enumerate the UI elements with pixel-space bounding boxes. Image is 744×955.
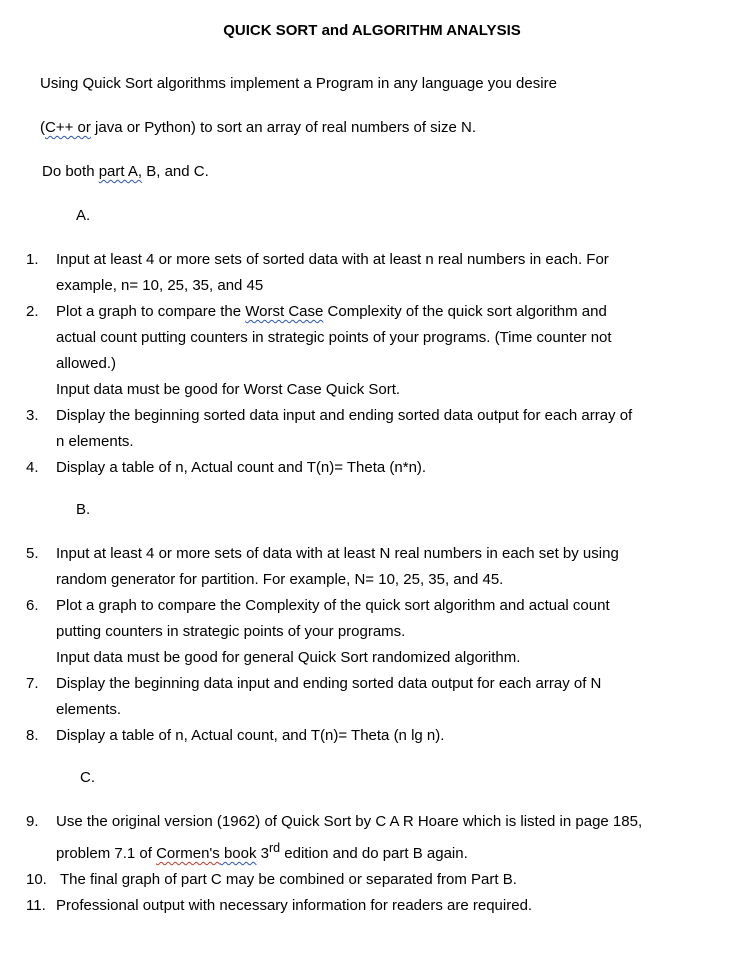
intro-line-2-prefix: ( <box>40 119 45 136</box>
section-a-heading: A. <box>76 207 91 224</box>
item-2-line-4: Input data must be good for Worst Case Quick Sort. <box>56 381 401 398</box>
list-item <box>0 809 744 867</box>
item-number: 10. <box>26 871 47 888</box>
item-7-line-2: elements. <box>56 701 122 718</box>
item-6-line-1: Plot a graph to compare the Complexity of the quick sort algorithm and actual count <box>56 597 610 614</box>
item-1-line-1: Input at least 4 or more sets of sorted data with at least n real numbers in each. For <box>56 251 609 268</box>
item-number: 8. <box>26 727 39 744</box>
list-part-b <box>0 541 744 749</box>
item-1-line-2: example, n= 10, 25, 35, and 45 <box>56 277 264 294</box>
list-part-a <box>0 247 744 481</box>
item-number: 9. <box>26 813 39 830</box>
book-underlined-text: book <box>219 845 257 862</box>
item-6-line-2: putting counters in strategic points of your programs. <box>56 623 406 640</box>
item-number: 11. <box>26 897 46 914</box>
item-2-line-1-c: Complexity of the quick sort algorithm and <box>323 303 607 320</box>
item-9-line-2-e: edition and do part B again. <box>280 845 468 862</box>
item-number: 1. <box>26 251 39 268</box>
item-2-line-1-a: Plot a graph to compare the <box>56 303 246 320</box>
list-item <box>0 867 744 893</box>
cpp-underlined-text: C++ or <box>45 119 91 136</box>
section-b-heading: B. <box>76 501 91 518</box>
item-2-line-2: actual count putting counters in strategic points of your programs. (Time counter not <box>56 329 612 346</box>
list-item <box>0 893 744 919</box>
item-2-line-3: allowed.) <box>56 355 117 372</box>
item-number: 6. <box>26 597 39 614</box>
page-title: QUICK SORT and ALGORITHM ANALYSIS <box>223 22 521 39</box>
item-11-line-1: Professional output with necessary information for readers are required. <box>56 897 533 914</box>
list-item <box>0 247 744 299</box>
section-c-heading: C. <box>80 769 95 786</box>
intro-line-2 <box>40 118 476 138</box>
item-number: 5. <box>26 545 39 562</box>
intro-line-1: Using Quick Sort algorithms implement a Program in any language you desire <box>40 75 557 92</box>
item-10-line-1: The final graph of part C may be combined or separated from Part B. <box>60 871 517 888</box>
item-9-line-2 <box>56 835 714 867</box>
item-9-superscript: rd <box>269 841 281 855</box>
list-item <box>0 541 744 593</box>
list-item <box>0 455 744 481</box>
item-3-line-1: Display the beginning sorted data input and ending sorted data output for each array of <box>56 407 633 424</box>
list-item <box>0 299 744 403</box>
intro-line-3-prefix: Do both <box>42 163 99 180</box>
item-number: 3. <box>26 407 39 424</box>
list-item <box>0 593 744 671</box>
intro-line-2-rest: java or Python) to sort an array of real numbers of size N. <box>90 119 477 136</box>
item-4-line-1: Display a table of n, Actual count and T(n)= Theta (n*n). <box>56 459 427 476</box>
item-9-line-1: Use the original version (1962) of Quick Sort by C A R Hoare which is listed in page 185, <box>56 813 643 830</box>
item-9-edition-number: 3 <box>256 845 269 862</box>
list-item <box>0 671 744 723</box>
item-number: 4. <box>26 459 39 476</box>
item-5-line-2: random generator for partition. For example, N= 10, 25, 35, and 45. <box>56 571 504 588</box>
item-2-line-1 <box>56 299 714 325</box>
intro-line-3-rest: B, and C. <box>142 163 209 180</box>
item-number: 7. <box>26 675 39 692</box>
item-6-line-3: Input data must be good for general Quick Sort randomized algorithm. <box>56 649 521 666</box>
item-number: 2. <box>26 303 39 320</box>
list-part-c <box>0 809 744 919</box>
intro-line-3 <box>42 162 209 182</box>
list-item <box>0 723 744 749</box>
list-item <box>0 403 744 455</box>
part-a-underlined-text: part A, <box>98 163 143 180</box>
item-9-line-2-a: problem 7.1 of <box>56 845 157 862</box>
item-3-line-2: n elements. <box>56 433 134 450</box>
cormens-underlined-text: Cormen's <box>156 845 220 862</box>
item-7-line-1: Display the beginning data input and ending sorted data output for each array of N <box>56 675 602 692</box>
item-8-line-1: Display a table of n, Actual count, and T(n)= Theta (n lg n). <box>56 727 445 744</box>
item-5-line-1: Input at least 4 or more sets of data with at least N real numbers in each set by using <box>56 545 619 562</box>
worst-case-underlined-text: Worst Case <box>245 303 324 320</box>
